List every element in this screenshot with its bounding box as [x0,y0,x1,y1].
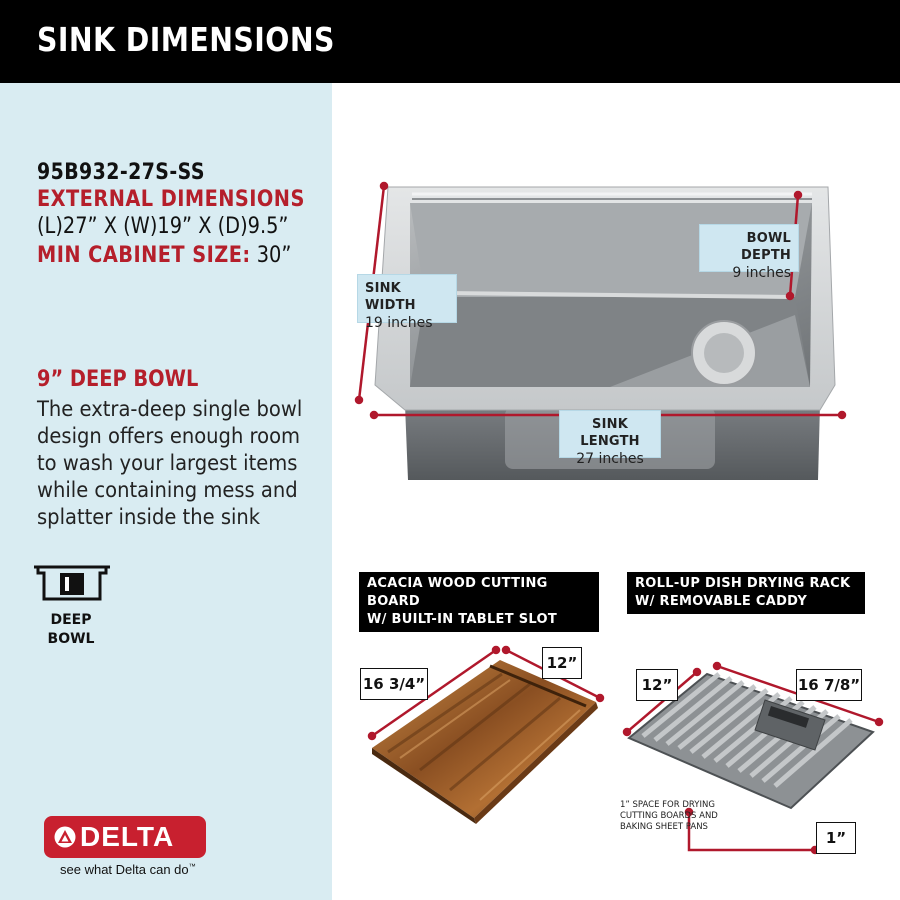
callout-title: SINK LENGTH [580,417,640,449]
min-cabinet-size [37,243,291,269]
callout-title: BOWL DEPTH [741,231,791,263]
drying-rack-note [620,800,718,833]
icon-label-line: BOWL [47,631,95,647]
drying-rack-title [627,572,865,614]
brand-tagline [60,862,196,877]
tagline-text: see what Delta can do [60,862,189,877]
deep-bowl-icon-label [40,611,102,649]
header-bar [0,0,900,83]
description-line: The extra-deep single bowl [37,397,303,421]
description-line: while containing mess and [37,478,298,502]
callout-value: 19 inches [365,315,433,331]
description-line: splatter inside the sink [37,505,261,529]
callout-title: SINK WIDTH [365,281,416,313]
deep-bowl-icon [32,563,112,607]
icon-label-line: DEEP [50,612,92,628]
external-dimensions-label: EXTERNAL DIMENSIONS [37,187,305,212]
bowl-depth-callout [699,224,799,281]
description-line: to wash your largest items [37,451,298,475]
trademark-mark: ™ [188,863,196,871]
note-line: 1” SPACE FOR DRYING [620,800,715,810]
note-line: CUTTING BOARDS AND [620,811,718,821]
min-cabinet-label: MIN CABINET SIZE: [37,243,251,268]
note-line: BAKING SHEET PANS [620,822,708,832]
drying-rack-width-label: 12” [636,669,678,701]
drying-rack-gap-label: 1” [816,822,856,854]
model-number: 95B932-27S-SS [37,160,205,185]
cutting-board-length-label: 16 3/4” [360,668,428,700]
drying-rack-length-label: 16 7/8” [796,669,862,701]
title-line: ACACIA WOOD CUTTING BOARD [367,576,548,609]
description-line: design offers enough room [37,424,301,448]
delta-triangle-icon [54,826,76,848]
deep-bowl-description [37,396,337,531]
callout-value: 27 inches [576,451,644,467]
title-line: ROLL-UP DISH DRYING RACK [635,576,851,591]
deep-bowl-title: 9” DEEP BOWL [37,367,199,392]
title-line: W/ REMOVABLE CADDY [635,594,808,609]
cutting-board-width-label: 12” [542,647,582,679]
sink-length-callout [559,410,661,467]
page-title: SINK DIMENSIONS [37,20,335,59]
min-cabinet-value: 30” [256,243,292,268]
cutting-board-title [359,572,599,632]
sink-width-callout [357,274,457,331]
delta-logo [44,816,206,858]
delta-wordmark: DELTA [80,821,175,852]
external-dimensions-value: (L)27” X (W)19” X (D)9.5” [37,214,289,239]
callout-value: 9 inches [732,265,791,281]
title-line: W/ BUILT-IN TABLET SLOT [367,612,558,627]
